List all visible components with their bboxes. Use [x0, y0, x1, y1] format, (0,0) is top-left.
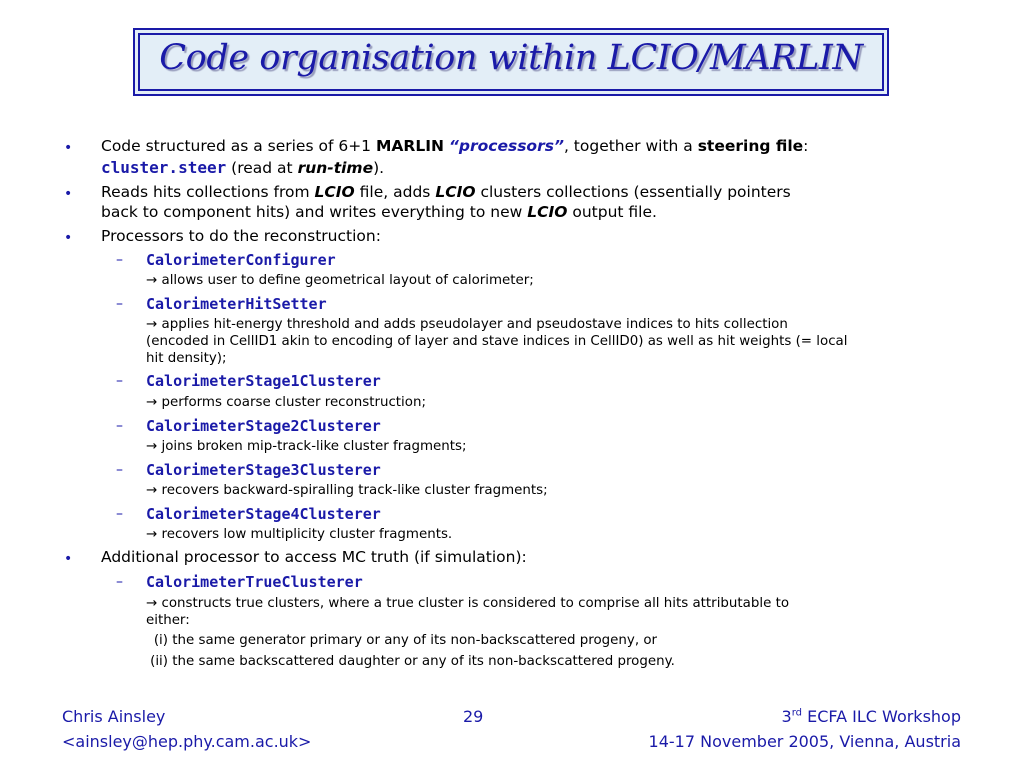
arrow-icon: → — [146, 317, 158, 332]
arrow-icon: → — [146, 527, 158, 542]
processor-description-cont: either: — [146, 613, 190, 628]
processor-name: CalorimeterTrueClusterer — [146, 573, 363, 591]
processor-description: → constructs true clusters, where a true cluster is considered to comprise all hits attributable to — [146, 596, 790, 611]
processor-description: → allows user to define geometrical layout of calorimeter; — [146, 273, 534, 288]
processor-description-cont: hit density); — [146, 351, 227, 366]
bullet-3-text: Processors to do the reconstruction: — [101, 227, 381, 245]
dash-icon: – — [116, 462, 123, 478]
processor-description: → applies hit-energy threshold and adds pseudolayer and pseudostave indices to hits collection — [146, 317, 788, 332]
processor-name: CalorimeterStage3Clusterer — [146, 461, 381, 479]
dash-icon: – — [116, 296, 123, 312]
title-box — [133, 28, 889, 96]
footer-date-place: 14-17 November 2005, Vienna, Austria — [648, 732, 961, 751]
footer-workshop: 3rd ECFA ILC Workshop — [781, 707, 961, 726]
processor-description: → recovers low multiplicity cluster fragments. — [146, 527, 453, 542]
bullet-icon: • — [64, 230, 73, 246]
bullet-4-text: Additional processor to access MC truth (if simulation): — [101, 548, 527, 566]
dash-icon: – — [116, 418, 123, 434]
arrow-icon: → — [146, 483, 158, 498]
dash-icon: – — [116, 506, 123, 522]
dash-icon: – — [116, 574, 123, 590]
arrow-icon: → — [146, 596, 158, 611]
bullet-2-line-1: Reads hits collections from LCIO file, adds LCIO clusters collections (essentially pointers — [101, 183, 791, 201]
dash-icon: – — [116, 252, 123, 268]
page-number: 29 — [463, 707, 484, 726]
processor-name: CalorimeterStage4Clusterer — [146, 505, 381, 523]
processor-description: → recovers backward-spiralling track-like cluster fragments; — [146, 483, 548, 498]
bullet-2-line-2: back to component hits) and writes everything to new LCIO output file. — [101, 203, 657, 221]
sub-item: (i) the same generator primary or any of its non-backscattered progeny, or — [153, 633, 658, 648]
processor-name: CalorimeterStage2Clusterer — [146, 417, 381, 435]
sub-item: (ii) the same backscattered daughter or any of its non-backscattered progeny. — [150, 654, 675, 669]
bullet-1-line-2: cluster.steer (read at run-time). — [101, 158, 385, 177]
processor-name: CalorimeterConfigurer — [146, 251, 336, 269]
processor-name: CalorimeterStage1Clusterer — [146, 372, 381, 390]
arrow-icon: → — [146, 395, 158, 410]
footer-author: Chris Ainsley — [62, 707, 166, 726]
bullet-icon: • — [64, 140, 73, 156]
arrow-icon: → — [146, 273, 158, 288]
dash-icon: – — [116, 373, 123, 389]
bullet-1-line-1: Code structured as a series of 6+1 MARLIN “processors”, together with a steering file: — [101, 137, 809, 155]
arrow-icon: → — [146, 439, 158, 454]
processor-description-cont: (encoded in CellID1 akin to encoding of layer and stave indices in CellID0) as well as hit weights (= local — [146, 334, 848, 349]
footer-email: <ainsley@hep.phy.cam.ac.uk> — [62, 732, 312, 751]
bullet-icon: • — [64, 186, 73, 202]
bullet-icon: • — [64, 551, 73, 567]
processor-name: CalorimeterHitSetter — [146, 295, 327, 313]
processor-description: → performs coarse cluster reconstruction; — [146, 395, 426, 410]
processor-description: → joins broken mip-track-like cluster fragments; — [146, 439, 467, 454]
slide-title: Code organisation within LCIO/MARLIN — [159, 38, 863, 78]
